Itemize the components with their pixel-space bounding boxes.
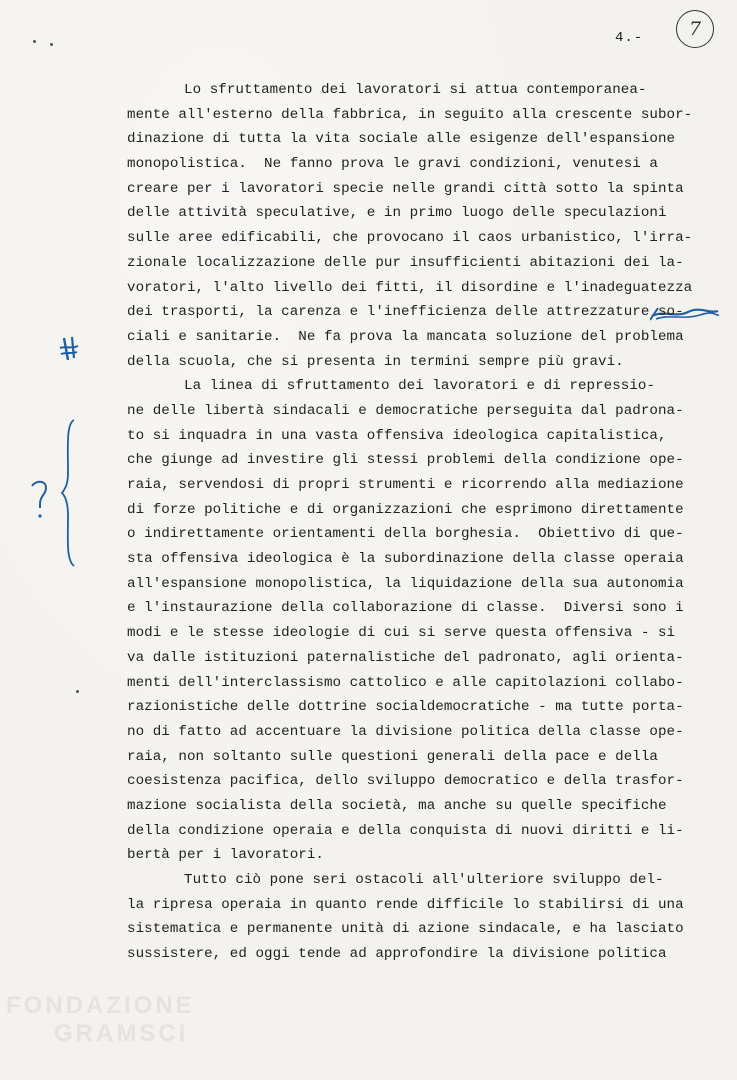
text-line: o indirettamente orientamenti della borghesia. Obiettivo di que- bbox=[127, 526, 684, 543]
text-line: creare per i lavoratori specie nelle grandi città sotto la spinta bbox=[127, 180, 684, 197]
watermark-line: GRAMSCI bbox=[54, 1020, 189, 1047]
text-line: sussistere, ed oggi tende ad approfondire la divisione politica bbox=[127, 946, 667, 963]
archive-watermark bbox=[6, 992, 195, 1048]
margin-brace-icon bbox=[60, 418, 78, 568]
text-line: menti dell'interclassismo cattolico e alle capitolazioni collabo- bbox=[127, 674, 684, 691]
folio-number-circled: 7 bbox=[676, 10, 714, 48]
text-line: monopolistica. Ne fanno prova le gravi condizioni, venutesi a bbox=[127, 156, 658, 173]
text-line: dinazione di tutta la vita sociale alle esigenze dell'espansione bbox=[127, 131, 676, 148]
paper-speck bbox=[50, 43, 53, 46]
text-line: sulle aree edificabili, che provocano il caos urbanistico, l'irra- bbox=[127, 230, 693, 247]
text-line: modi e le stesse ideologie di cui si serve questa offensiva - si bbox=[127, 625, 676, 642]
text-line: la ripresa operaia in quanto rende difficile lo stabilirsi di una bbox=[127, 896, 684, 913]
text-line: all'espansione monopolistica, la liquidazione della sua autonomia bbox=[127, 575, 684, 592]
insertion-mark-icon bbox=[58, 336, 80, 362]
margin-question-mark bbox=[28, 478, 52, 522]
text-line: mente all'esterno della fabbrica, in seguito alla crescente subor- bbox=[127, 106, 693, 123]
text-line: razionistiche delle dottrine socialdemocratiche - ma tutte porta- bbox=[127, 699, 684, 716]
text-line: raia, servendosi di propri strumenti e ricorrendo alla mediazione bbox=[127, 477, 684, 493]
text-line: voratori, l'alto livello dei fitti, il disordine e l'inadeguatezza bbox=[127, 279, 693, 296]
text-line: Lo sfruttamento dei lavoratori si attua contemporanea- bbox=[184, 82, 647, 98]
text-line: ne delle libertà sindacali e democratiche perseguita dal padrona- bbox=[127, 402, 684, 419]
text-line: sta offensiva ideologica è la subordinazione della classe operaia bbox=[127, 551, 684, 568]
text-line: mazione socialista della società, ma anche su quelle specifiche bbox=[127, 797, 667, 814]
text-line: zionale localizzazione delle pur insufficienti abitazioni dei la- bbox=[127, 254, 684, 271]
text-line: sistematica e permanente unità di azione sindacale, e ha lasciato bbox=[127, 921, 684, 938]
text-line: di forze politiche e di organizzazioni che esprimono direttamente bbox=[127, 501, 684, 518]
text-line: e l'instaurazione della collaborazione di classe. Diversi sono i bbox=[127, 600, 684, 617]
text-line: dei trasporti, la carenza e l'inefficienza delle attrezzature so- bbox=[127, 304, 684, 321]
text-line: to si inquadra in una vasta offensiva ideologica capitalistica, bbox=[127, 427, 667, 444]
paper-speck bbox=[76, 690, 79, 693]
text-line: delle attività speculative, e in primo luogo delle speculazioni bbox=[127, 205, 667, 222]
typescript-body bbox=[127, 78, 707, 967]
text-line: va dalle istituzioni paternalistiche del padronato, agli orienta- bbox=[127, 649, 684, 666]
text-line: che giunge ad investire gli stessi problemi della condizione ope- bbox=[127, 452, 684, 469]
text-line: Tutto ciò pone seri ostacoli all'ulteriore sviluppo del- bbox=[184, 872, 664, 888]
text-line: ciali e sanitarie. Ne fa prova la mancata soluzione del problema bbox=[127, 328, 684, 345]
text-line: raia, non soltanto sulle questioni generali della pace e della bbox=[127, 748, 658, 765]
text-line: no di fatto ad accentuare la divisione politica della classe ope- bbox=[127, 723, 684, 740]
text-line: della condizione operaia e della conquista di nuovi diritti e li- bbox=[127, 822, 684, 839]
watermark-line: FONDAZIONE bbox=[6, 992, 195, 1019]
paper-speck bbox=[33, 40, 36, 43]
text-line: della scuola, che si presenta in termini sempre più gravi. bbox=[127, 353, 624, 370]
text-line: La linea di sfruttamento dei lavoratori e di repressio- bbox=[184, 378, 656, 395]
text-line: coesistenza pacifica, dello sviluppo democratico e della trasfor- bbox=[127, 773, 684, 790]
text-line: bertà per i lavoratori. bbox=[127, 847, 324, 864]
page-number: 4.- bbox=[615, 30, 644, 46]
